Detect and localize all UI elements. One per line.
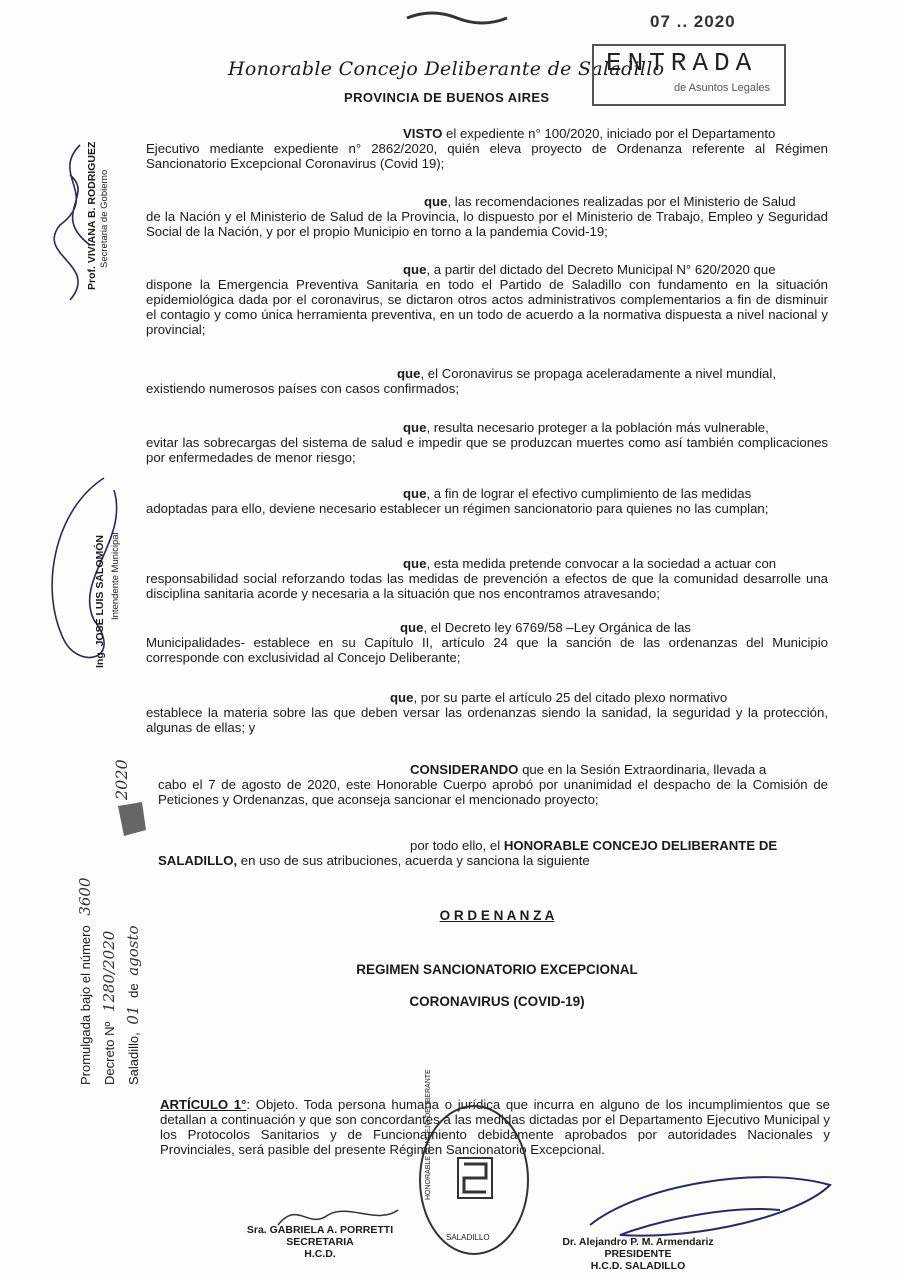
que-4-body: evitar las sobrecargas del sistema de salud e impedir que se produzcan muertes como así también complicaciones por enfermedades de menor riesgo; [146,435,828,465]
margin-saladillo-date [124,925,142,1085]
margin-promulgada [76,877,94,1085]
que-7-first [400,620,828,635]
que-5-body: adoptadas para ello, deviene necesario establecer un régimen sancionatorio para quienes no las cumplan; [146,501,769,516]
entrada-stamp [592,6,780,98]
margin-decreto [100,931,118,1085]
visto-body: Ejecutivo mediante expediente n° 2862/2020, quién eleva proyecto de Ordenanza referente al Régimen Sancionatorio Excepcional Coronavirus (Covid 19); [146,141,828,171]
ordenanza-title-2: CORONAVIRUS (COVID-19) [409,994,585,1009]
saladillo-day: 01 [124,1005,142,1025]
considerando-firsttext: que en la Sesión Extraordinaria, llevada a [518,762,767,777]
council-name: Honorable Concejo Deliberante de Saladillo [228,58,665,80]
considerando-body: cabo el 7 de agosto de 2020, este Honorable Cuerpo aprobó por unanimidad el despacho de la Comisión de Peticiones y Ordenanzas, que aconseja sancionar el mencionado proyecto; [158,777,828,807]
stamp-date: 07 .. 2020 [650,12,736,31]
sig-left-role: SECRETARIA [286,1236,354,1248]
que-8-lead: que [390,690,414,705]
que-6-body: responsabilidad social reforzando todas las medidas de prevención a efectos de que la comunidad desarrolle una disciplina sanitaria acorde y necesaria a la situación que nos encontramos atravesando; [146,571,828,601]
promulgada-label: Promulgada bajo el número [78,925,93,1085]
seal-top-text: HONORABLE CONCEJO DELIBERANTE [425,1069,432,1200]
seal-bottom-text: SALADILLO [446,1233,490,1242]
por-todo-first [410,838,830,853]
que-5-firsttext: , a fin de lograr el efectivo cumplimiento de las medidas [426,486,752,501]
que-1-first [424,194,828,209]
saladillo-de: de [126,983,141,998]
que-7-lead: que [400,620,424,635]
ink-blot [114,800,148,840]
que-7-body: Municipalidades- establece en su Capítulo II, artículo 24 que la sanción de las ordenanzas del Municipio corresponde con exclusividad al Concejo Deliberante; [146,635,828,665]
decreto-number: 1280/2020 [100,930,118,1013]
signature-right [548,1236,728,1272]
que-8-firsttext: , por su parte el artículo 25 del citado plexo normativo [413,690,728,705]
margin-sig2-role: Intendente Municipal [110,532,121,620]
saladillo-month: agosto [124,925,142,976]
por-todo-rest: en uso de sus atribuciones, acuerda y sanciona la siguiente [237,853,590,868]
considerando-lead: CONSIDERANDO [410,762,519,777]
margin-sig2-name: Ing. JOSÉ LUIS SALOMÓN [94,534,106,668]
stamp-subtext: de Asuntos Legales [674,82,771,94]
margin-signature-2 [34,470,144,680]
que-4-firsttext: , resulta necesario proteger a la población más vulnerable, [426,420,769,435]
que-2-body: dispone la Emergencia Preventiva Sanitaria en todo el Partido de Saladillo con fundamento en la situación epidemiológica dada por el coronavirus, se dictaron otros actos administrativos complementarios a fin de disminuir el contagio y como única herramienta preventiva, en un todo de acuerdo a la normativa dispuesta a nivel nacional y provincial; [146,277,828,337]
que-5-first [403,486,828,501]
que-1-lead: que [424,194,448,209]
que-2-lead: que [403,262,427,277]
margin-sig1-name: Prof. VIVIANA B. RODRIGUEZ [86,141,98,290]
que-1-firsttext: , las recomendaciones realizadas por el Ministerio de Salud [447,194,796,209]
ordenanza-title-1: REGIMEN SANCIONATORIO EXCEPCIONAL [356,962,638,977]
que-2-firsttext: , a partir del dictado del Decreto Municipal N° 620/2020 que [426,262,776,277]
right-signature-stroke [580,1165,850,1245]
que-4-lead: que [403,420,427,435]
sig-left-name: Sra. GABRIELA A. PORRETTI [246,1224,394,1236]
header-ornament [402,6,512,26]
saladillo-label: Saladillo, [126,1032,141,1085]
por-todo-bold2: SALADILLO, [158,853,238,868]
por-todo-second [158,853,828,868]
que-6-firsttext: , esta medida pretende convocar a la sociedad a actuar con [426,556,777,571]
decreto-label: Decreto Nº [102,1021,117,1085]
que-6-first [403,556,828,571]
sig-left-org: H.C.D. [304,1248,336,1260]
visto-first-line [403,126,828,141]
que-7-firsttext: , el Decreto ley 6769/58 –Ley Orgánica de las [423,620,692,635]
que-4-first [403,420,828,435]
visto-lead: VISTO [403,126,443,141]
province-name: PROVINCIA DE BUENOS AIRES [344,90,550,105]
que-3-lead: que [397,366,421,381]
sig-right-role: PRESIDENTE [604,1248,672,1260]
margin-year-mark: 2020 [112,759,131,800]
que-2-first [403,262,828,277]
stamp-word: ENTRADA [606,48,758,78]
que-3-first [397,366,828,381]
sig-right-name: Dr. Alejandro P. M. Armendariz [562,1236,714,1248]
visto-text1: el expediente n° 100/2020, iniciado por el Departamento [446,126,776,141]
articulo-1-label: ARTÍCULO 1° [160,1097,247,1112]
que-8-body: establece la materia sobre las que deben versar las ordenanzas siendo la sanidad, la seguridad y la protección, algunas de ellas; y [146,705,828,735]
que-6-lead: que [403,556,427,571]
sig-right-org: H.C.D. SALADILLO [590,1260,686,1272]
articulo-1-text: : Objeto. Toda persona humana o jurídica que incurra en alguno de los incumplimientos que se detallan a continuación y que son concordantes a las medidas dictadas por el Departamento Ejecutivo Municipal y los Protocolos Sanitarios y de Funcionamiento debidamente aprobados por autoridades Nacionales y Provinciales, será pasible del presente Régimen Sancionatorio Excepcional. [160,1097,830,1157]
que-3-body: existiendo numerosos países con casos confirmados; [146,381,459,396]
signature-left [240,1224,400,1260]
margin-sig1-role: Secretaria de Gobierno [99,169,110,268]
que-1-body: de la Nación y el Ministerio de Salud de la Provincia, lo dispuesto por el Ministerio de Trabajo, Empleo y Seguridad Social de la Nación, y por el propio Municipio en torno a la pandemia Covid-19; [146,209,828,239]
que-8-first [390,690,828,705]
ordenanza-heading: O R D E N A N Z A [439,908,555,923]
por-todo-text: por todo ello, el [410,838,504,853]
considerando-first [410,762,828,777]
que-5-lead: que [403,486,427,501]
por-todo-bold1: HONORABLE CONCEJO DELIBERANTE DE [503,838,778,853]
que-3-firsttext: , el Coronavirus se propaga aceleradamente a nivel mundial, [420,366,776,381]
promulgada-number: 3600 [76,877,94,916]
